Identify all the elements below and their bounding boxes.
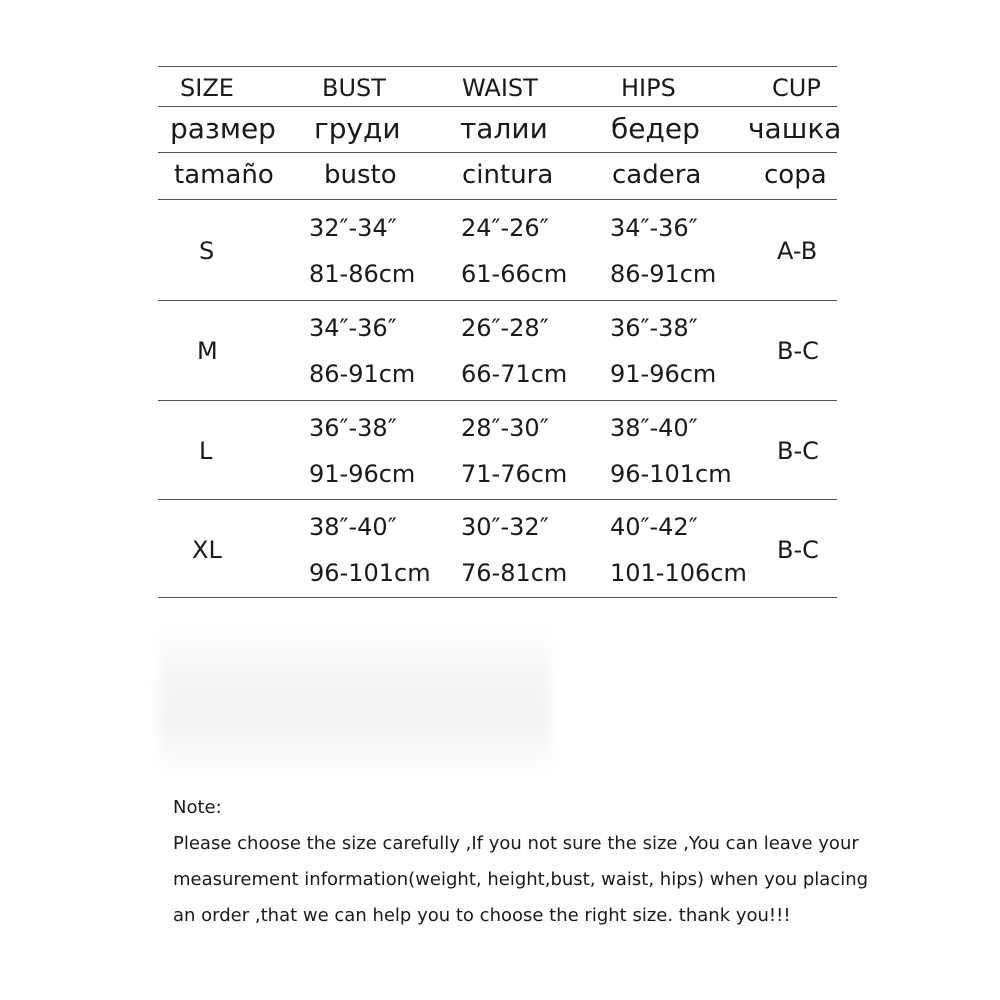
hips-m-cm: 91-96cm bbox=[610, 360, 717, 388]
waist-m-cm: 66-71cm bbox=[461, 360, 568, 388]
hips-s-cm: 86-91cm bbox=[610, 260, 717, 288]
waist-xl-cm: 76-81cm bbox=[461, 559, 568, 587]
header-size-ru: размер bbox=[170, 112, 276, 145]
bust-xl-cm: 96-101cm bbox=[309, 559, 431, 587]
header-bust-ru: груди bbox=[314, 112, 401, 145]
rule-after-es bbox=[158, 199, 837, 200]
blurred-watermark bbox=[160, 625, 550, 775]
header-bust-es: busto bbox=[324, 160, 397, 190]
waist-s-cm: 61-66cm bbox=[461, 260, 568, 288]
waist-m-in: 26″-28″ bbox=[461, 314, 549, 342]
hips-s-in: 34″-36″ bbox=[610, 214, 698, 242]
bust-m-cm: 86-91cm bbox=[309, 360, 416, 388]
waist-xl-in: 30″-32″ bbox=[461, 513, 549, 541]
hips-xl-cm: 101-106cm bbox=[610, 559, 747, 587]
waist-s-in: 24″-26″ bbox=[461, 214, 549, 242]
rule-top bbox=[158, 66, 837, 67]
size-s: S bbox=[199, 237, 215, 265]
rule-after-en bbox=[158, 106, 837, 107]
header-hips-en: HIPS bbox=[621, 74, 676, 102]
size-l: L bbox=[199, 437, 213, 465]
header-waist-es: cintura bbox=[462, 160, 554, 190]
bust-xl-in: 38″-40″ bbox=[309, 513, 397, 541]
cup-m: B-C bbox=[777, 337, 819, 365]
rule-after-m bbox=[158, 400, 837, 401]
cup-xl: B-C bbox=[777, 536, 819, 564]
waist-l-cm: 71-76cm bbox=[461, 460, 568, 488]
rule-after-l bbox=[158, 499, 837, 500]
header-hips-ru: бедер bbox=[611, 112, 700, 145]
header-size-en: SIZE bbox=[180, 74, 234, 102]
bust-m-in: 34″-36″ bbox=[309, 314, 397, 342]
bust-l-cm: 91-96cm bbox=[309, 460, 416, 488]
size-xl: XL bbox=[192, 536, 222, 564]
cup-l: B-C bbox=[777, 437, 819, 465]
note-line-2: measurement information(weight, height,bust, waist, hips) when you placing bbox=[173, 869, 869, 890]
rule-after-s bbox=[158, 300, 837, 301]
header-hips-es: cadera bbox=[612, 160, 702, 190]
rule-after-ru bbox=[158, 152, 837, 153]
hips-xl-in: 40″-42″ bbox=[610, 513, 698, 541]
note-line-1: Please choose the size carefully ,If you not sure the size ,You can leave your bbox=[173, 833, 859, 854]
rule-bottom bbox=[158, 597, 837, 598]
header-cup-en: CUP bbox=[772, 74, 821, 102]
cup-s: A-B bbox=[777, 237, 818, 265]
note-block bbox=[173, 790, 873, 934]
note-title: Note: bbox=[173, 797, 222, 818]
header-size-es: tamaño bbox=[174, 160, 274, 190]
waist-l-in: 28″-30″ bbox=[461, 414, 549, 442]
size-m: M bbox=[197, 337, 218, 365]
bust-l-in: 36″-38″ bbox=[309, 414, 397, 442]
hips-l-in: 38″-40″ bbox=[610, 414, 698, 442]
hips-l-cm: 96-101cm bbox=[610, 460, 732, 488]
header-bust-en: BUST bbox=[322, 74, 386, 102]
header-waist-ru: талии bbox=[460, 112, 548, 145]
hips-m-in: 36″-38″ bbox=[610, 314, 698, 342]
note-line-3: an order ,that we can help you to choose the right size. thank you!!! bbox=[173, 905, 791, 926]
bust-s-in: 32″-34″ bbox=[309, 214, 397, 242]
header-cup-ru: чашка bbox=[748, 112, 842, 145]
header-waist-en: WAIST bbox=[462, 74, 538, 102]
header-cup-es: copa bbox=[764, 160, 827, 190]
bust-s-cm: 81-86cm bbox=[309, 260, 416, 288]
